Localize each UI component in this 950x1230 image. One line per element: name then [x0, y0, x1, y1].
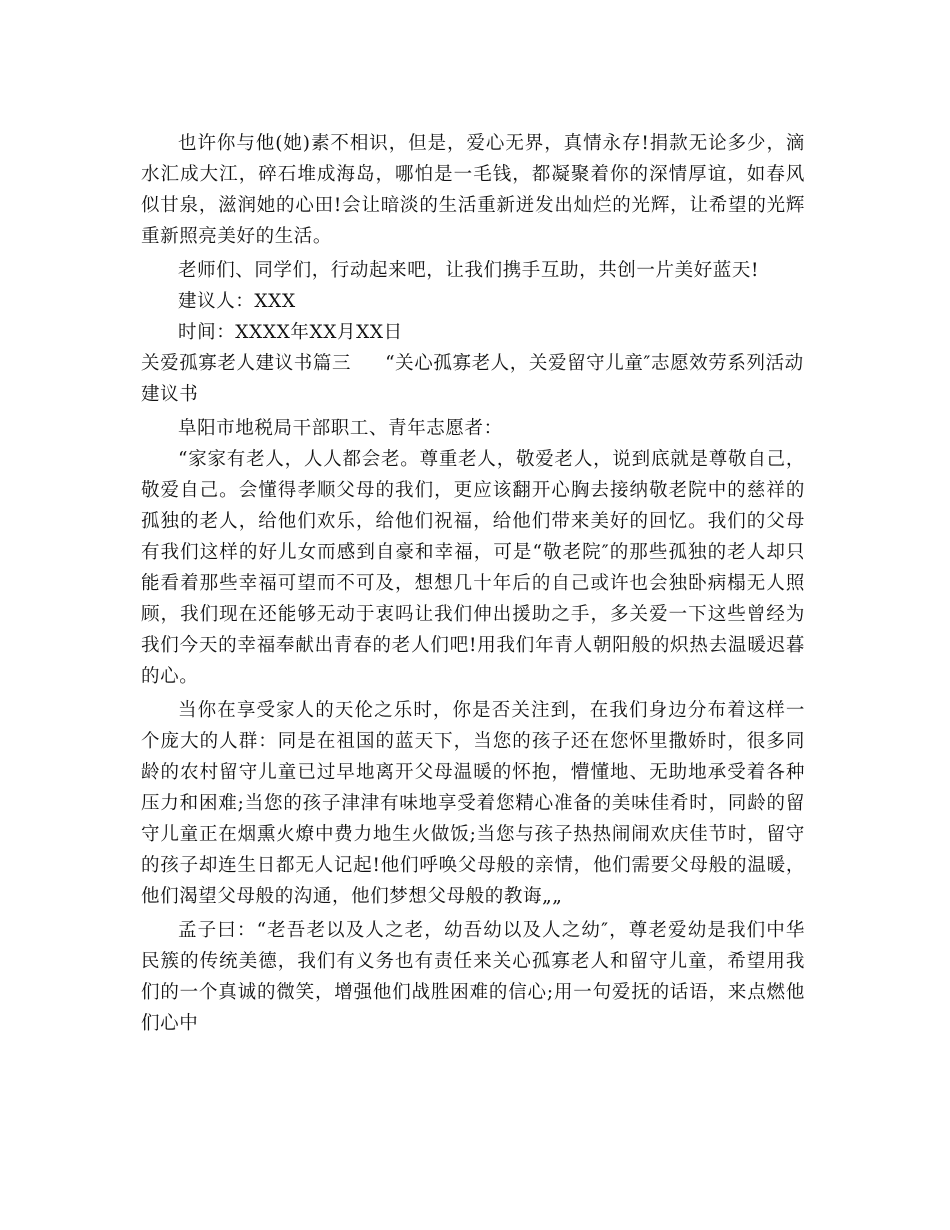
paragraph-elderly-care: “家家有老人，人人都会老。尊重老人，敬爱老人，说到底就是尊敬自己，敬爱自己。会懂得孝顺父母的我们，更应该翻开心胸去接纳敬老院中的慈祥的孤独的老人，给他们欢乐，给他们祝福，给他们带来美好的回忆。我们的父母有我们这样的好儿女而感到自豪和幸福，可是“敬老院″的那些孤独的老人却只能看着那些幸福可望而不可及，想想几十年后的自己或许也会独卧病榻无人照顾，我们现在还能够无动于衷吗让我们伸出援助之手，多关爱一下这些曾经为我们今天的幸福奉献出青春的老人们吧!用我们年青人朝阳般的炽热去温暖迟暮的心。 — [141, 449, 805, 687]
paragraph-donation-appeal: 也许你与他(她)素不相识，但是，爱心无界，真情永存!捐款无论多少，滴水汇成大江，碎石堆成海岛，哪怕是一毛钱，都凝聚着你的深情厚谊，如春风似甘泉，滋润她的心田!会让暗淡的生活重新迸发出灿烂的光辉，让希望的光辉重新照亮美好的生活。 — [141, 133, 805, 247]
proposer-line: 建议人：XXX — [178, 291, 296, 312]
paragraph-mencius-quote: 孟子曰：“老吾老以及人之老，幼吾幼以及人之幼″，尊老爱幼是我们中华民簇的传统美德，我们有义务也有责任来关心孤寡老人和留守儿童，希望用我们的一个真诚的微笑，增强他们战胜困难的信心;用一句爱抚的话语，来点燃他们心中 — [141, 920, 805, 1034]
section-heading — [141, 348, 805, 410]
paragraph-left-behind-children: 当你在享受家人的天伦之乐时，你是否关注到，在我们身边分布着这样一个庞大的人群：同是在祖国的蓝天下，当您的孩子还在您怀里撒娇时，很多同龄的农村留守儿童已过早地离开父母温暖的怀抱，懵懂地、无助地承受着各种压力和困难;当您的孩子津津有味地享受着您精心准备的美味佳肴时，同龄的留守儿童正在烟熏火燎中费力地生火做饭;当您与孩子热热闹闹欢庆佳节时，留守的孩子却连生日都无人记起!他们呼唤父母般的亲情，他们需要父母般的温暖，他们渴望父母般的沟通，他们梦想父母般的教诲„„ — [141, 700, 805, 907]
paragraph-call-to-action: 老师们、同学们，行动起来吧，让我们携手互助，共创一片美好蓝天! — [178, 260, 760, 281]
document-body — [141, 128, 805, 1042]
salutation: 阜阳市地税局干部职工、青年志愿者： — [178, 418, 503, 439]
date-line: 时间：XXXX年XX月XX日 — [178, 322, 403, 343]
section-heading-title: 关爱孤寡老人建议书篇三 — [141, 353, 352, 374]
section-heading-subtitle: “关心孤寡老人，关爱留守儿童″志愿效劳系列活动建议书 — [141, 353, 804, 405]
